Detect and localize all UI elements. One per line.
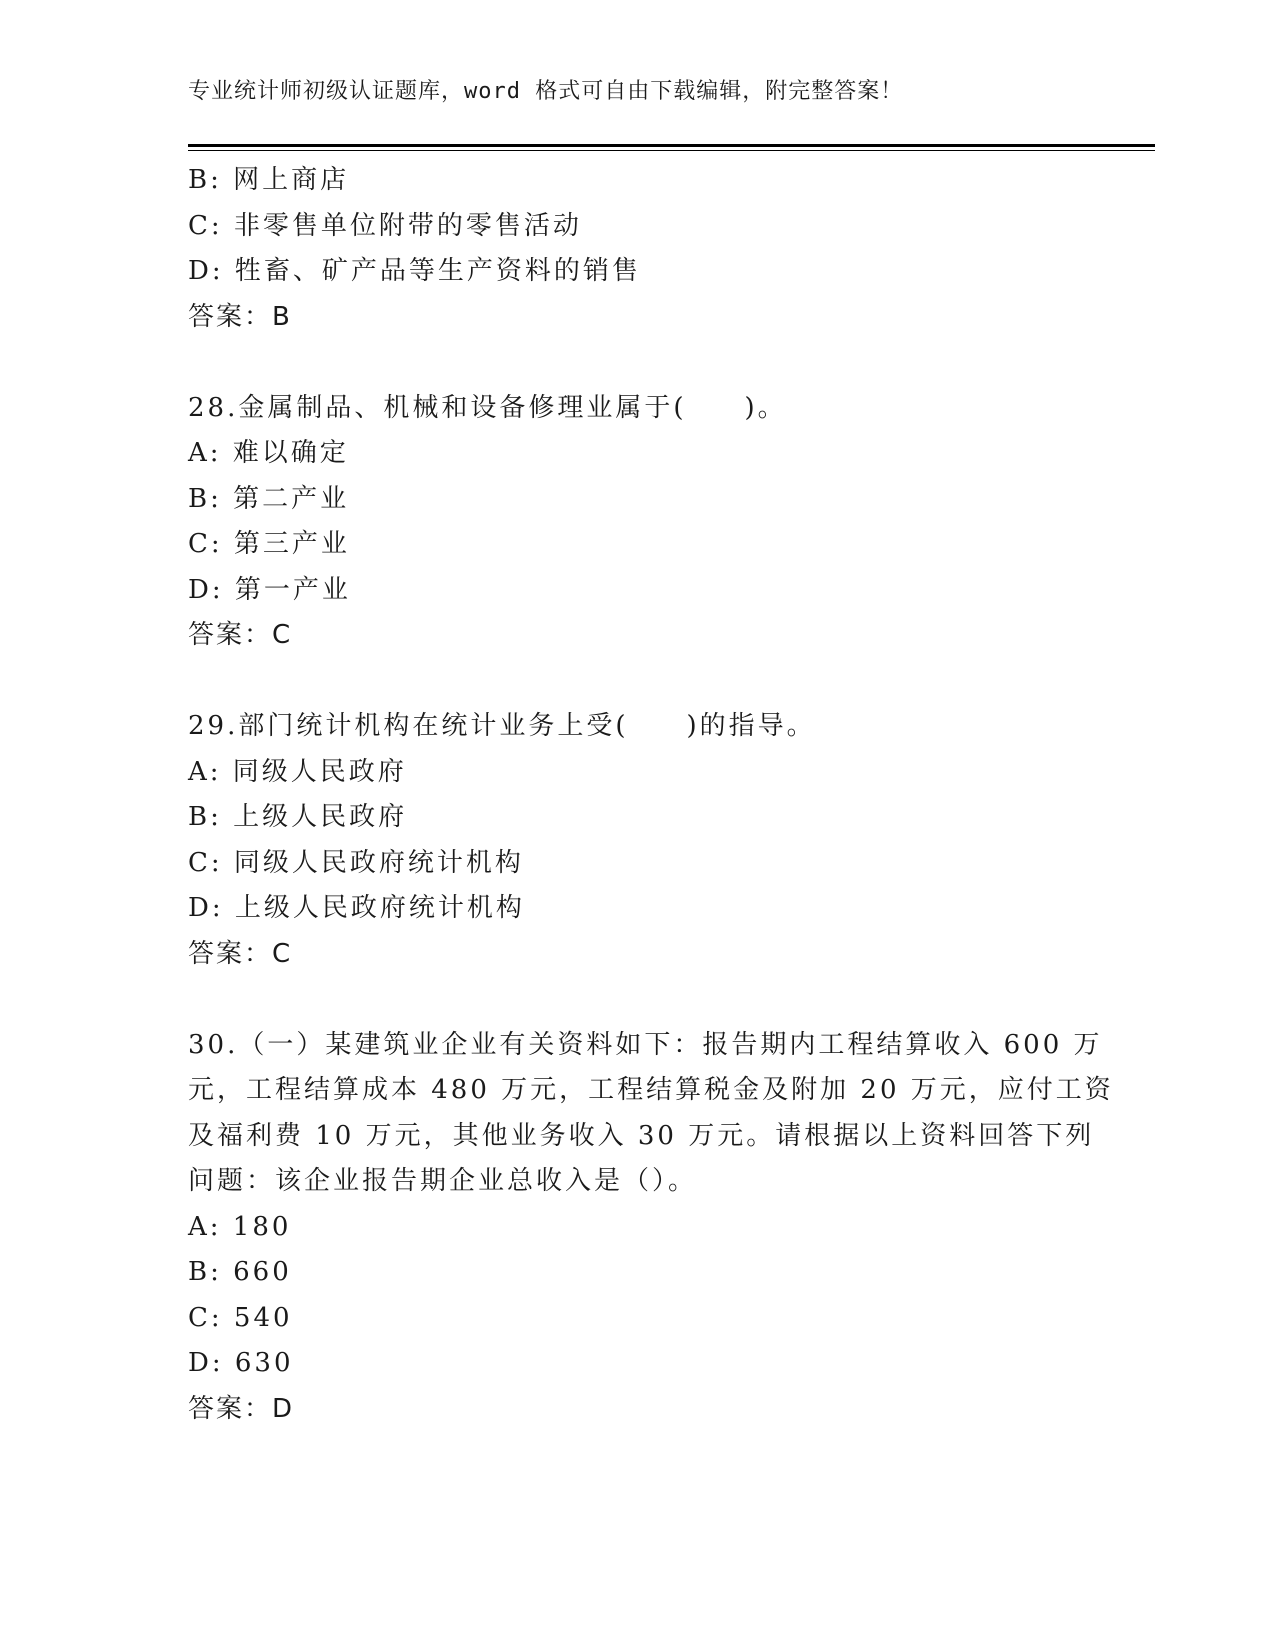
question-stem-line: 元，工程结算成本 480 万元，工程结算税金及附加 20 万元，应付工资 <box>188 1075 1114 1105</box>
question-block-28 <box>188 386 1088 659</box>
option-d: D: 牲畜、矿产品等生产资料的销售 <box>188 256 641 286</box>
question-stem-line: 及福利费 10 万元，其他业务收入 30 万元。请根据以上资料回答下列 <box>188 1120 1095 1151</box>
question-block-30 <box>188 1023 1114 1433</box>
option-b: B: 上级人民政府 <box>188 802 408 832</box>
option-c: C: 同级人民政府统计机构 <box>188 847 524 878</box>
option-a: A: 同级人民政府 <box>188 756 407 787</box>
question-block-27-tail <box>188 158 1088 340</box>
option-c: C: 第三产业 <box>188 529 350 559</box>
header-divider-thick <box>188 144 1155 147</box>
answer-line: 答案：D <box>188 1393 295 1424</box>
spacer <box>188 659 1088 705</box>
header-divider-thin <box>188 150 1155 151</box>
option-a: A: 难以确定 <box>188 438 349 468</box>
question-stem: 28.金属制品、机械和设备修理业属于( )。 <box>188 392 787 423</box>
option-d: D: 第一产业 <box>188 574 351 605</box>
question-list <box>188 158 1114 1432</box>
page-header: 专业统计师初级认证题库，word 格式可自由下载编辑，附完整答案！ <box>188 79 904 104</box>
question-stem: 29.部门统计机构在统计业务上受( )的指导。 <box>188 711 816 741</box>
question-block-29 <box>188 704 1088 977</box>
option-b: B: 第二产业 <box>188 483 350 514</box>
answer-line: 答案：B <box>188 301 292 332</box>
question-stem-line: 问题：该企业报告期企业总收入是（）。 <box>188 1166 698 1196</box>
answer-line: 答案：C <box>188 620 293 650</box>
question-stem-line: 30.（一）某建筑业企业有关资料如下：报告期内工程结算收入 600 万 <box>188 1029 1103 1060</box>
option-b: B: 网上商店 <box>188 165 350 195</box>
option-b: B: 660 <box>188 1257 292 1287</box>
option-d: D: 上级人民政府统计机构 <box>188 893 525 923</box>
answer-line: 答案：C <box>188 938 293 969</box>
spacer <box>188 340 1088 386</box>
option-c: C: 非零售单位附带的零售活动 <box>188 210 582 241</box>
spacer <box>188 977 1088 1023</box>
option-c: C: 540 <box>188 1302 293 1333</box>
option-d: D: 630 <box>188 1348 294 1378</box>
option-a: A: 180 <box>188 1211 292 1242</box>
